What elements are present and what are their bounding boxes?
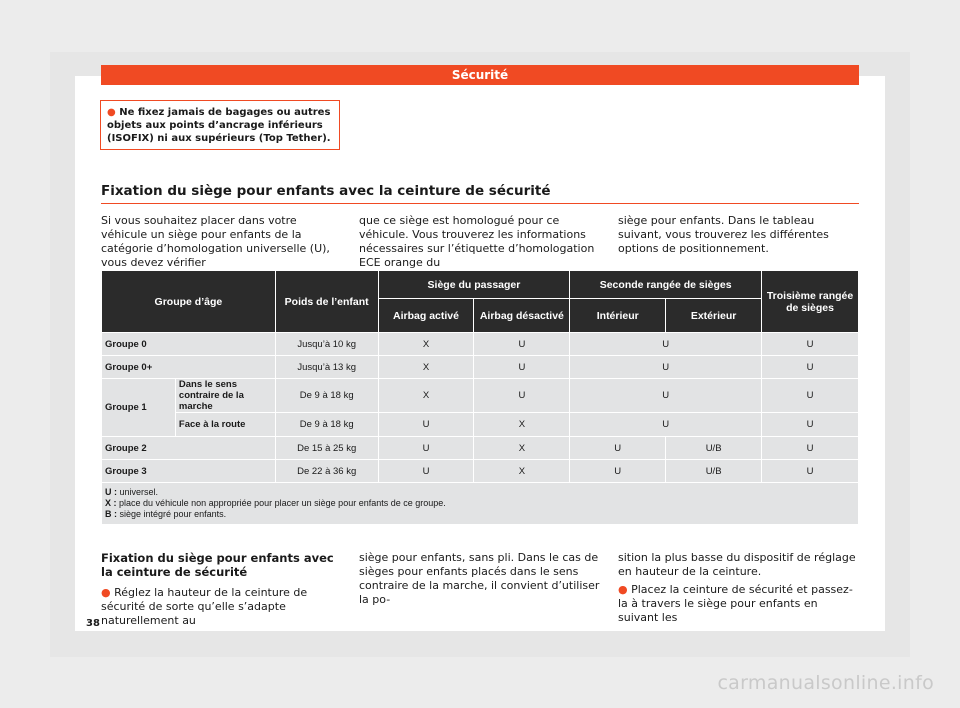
table-legend <box>102 483 859 525</box>
bottom-col-3 <box>618 551 860 625</box>
bottom-col-3-bullet <box>618 583 860 625</box>
header-age-group: Groupe d’âge <box>102 271 276 333</box>
legend-row <box>102 483 859 525</box>
header-weight: Poids de l’enfant <box>275 271 378 333</box>
cell-third-row: U <box>762 437 859 460</box>
cell-airbag-off: X <box>474 437 570 460</box>
legend-item: X : place du véhicule non appropriée pour placer un siège pour enfants de ce groupe. <box>105 498 446 508</box>
header-third-row: Troisième rangée de sièges <box>762 271 859 333</box>
cell-airbag-on: U <box>378 437 474 460</box>
bullet-icon: ● <box>107 107 116 118</box>
table-row <box>102 437 859 460</box>
cell-airbag-off: U <box>474 379 570 413</box>
cell-weight: De 15 à 25 kg <box>275 437 378 460</box>
table-row <box>102 413 859 437</box>
cell-weight: Jusqu’à 13 kg <box>275 356 378 379</box>
cell-airbag-on: U <box>378 460 474 483</box>
cell-third-row: U <box>762 356 859 379</box>
intro-col-1: Si vous souhaitez placer dans votre véhicule un siège pour enfants de la catégorie d’homologation universelle (U), vous devez vérifier <box>101 214 330 269</box>
cell-group: Groupe 0 <box>102 333 276 356</box>
cell-weight: De 22 à 36 kg <box>275 460 378 483</box>
cell-inner: U <box>570 437 666 460</box>
warning-text: Ne fixez jamais de bagages ou autres objets aux points d’ancrage inférieurs (ISOFIX) ni aux supérieurs (Top Tether). <box>107 107 331 144</box>
warning-box <box>100 100 340 150</box>
table-row <box>102 356 859 379</box>
cell-group: Groupe 1 <box>102 379 176 437</box>
cell-third-row: U <box>762 413 859 437</box>
table-row <box>102 379 859 413</box>
cell-third-row: U <box>762 379 859 413</box>
legend-item: B : siège intégré pour enfants. <box>105 509 227 519</box>
cell-second-row: U <box>570 333 762 356</box>
intro-col-2: que ce siège est homologué pour ce véhicule. Vous trouverez les informations nécessaires sur l’étiquette d’homologation ECE orange du <box>359 214 595 269</box>
cell-second-row: U <box>570 356 762 379</box>
cell-airbag-on: U <box>378 413 474 437</box>
cell-weight: De 9 à 18 kg <box>275 379 378 413</box>
bottom-col-3-text: sition la plus basse du dispositif de réglage en hauteur de la ceinture. <box>618 551 856 578</box>
cell-airbag-on: X <box>378 379 474 413</box>
legend-item: U : universel. <box>105 487 159 497</box>
cell-third-row: U <box>762 460 859 483</box>
header-passenger-seat: Siège du passager <box>378 271 570 299</box>
cell-subgroup: Dans le sens contraire de la marche <box>175 379 275 413</box>
cell-group: Groupe 3 <box>102 460 276 483</box>
child-seat-table <box>101 270 859 525</box>
bottom-col-2: siège pour enfants, sans pli. Dans le cas de sièges pour enfants placés dans le sens contraire de la marche, il convient d’utiliser la po- <box>359 551 600 606</box>
cell-subgroup: Face à la route <box>175 413 275 437</box>
header-airbag-off: Airbag désactivé <box>474 299 570 333</box>
bullet-icon: ● <box>618 583 628 596</box>
bottom-col-1 <box>101 586 346 628</box>
cell-inner: U <box>570 460 666 483</box>
cell-airbag-on: X <box>378 333 474 356</box>
subsection-title: Fixation du siège pour enfants avec la ceinture de sécurité <box>101 551 334 579</box>
page-number: 38 <box>86 618 100 629</box>
cell-weight: De 9 à 18 kg <box>275 413 378 437</box>
cell-airbag-off: X <box>474 413 570 437</box>
cell-third-row: U <box>762 333 859 356</box>
table-row <box>102 333 859 356</box>
cell-weight: Jusqu’à 10 kg <box>275 333 378 356</box>
cell-airbag-off: U <box>474 333 570 356</box>
cell-second-row: U <box>570 413 762 437</box>
cell-outer: U/B <box>666 460 762 483</box>
bullet-text: Placez la ceinture de sécurité et passez-la à travers le siège pour enfants en suivant les <box>618 583 853 624</box>
cell-group: Groupe 2 <box>102 437 276 460</box>
cell-airbag-off: U <box>474 356 570 379</box>
cell-airbag-on: X <box>378 356 474 379</box>
cell-second-row: U <box>570 379 762 413</box>
header-airbag-on: Airbag activé <box>378 299 474 333</box>
cell-airbag-off: X <box>474 460 570 483</box>
cell-group: Groupe 0+ <box>102 356 276 379</box>
watermark: carmanualsonline.info <box>717 672 934 694</box>
bullet-icon: ● <box>101 586 111 599</box>
cell-outer: U/B <box>666 437 762 460</box>
header-inner: Intérieur <box>570 299 666 333</box>
bullet-text: Réglez la hauteur de la ceinture de sécurité de sorte qu’elle s’adapte naturellement au <box>101 586 308 627</box>
table-row <box>102 460 859 483</box>
chapter-header: Sécurité <box>101 65 859 85</box>
header-outer: Extérieur <box>666 299 762 333</box>
intro-col-3: siège pour enfants. Dans le tableau suivant, vous trouverez les différentes options de positionnement. <box>618 214 829 255</box>
header-second-row: Seconde rangée de sièges <box>570 271 762 299</box>
section-title: Fixation du siège pour enfants avec la ceinture de sécurité <box>101 183 859 204</box>
